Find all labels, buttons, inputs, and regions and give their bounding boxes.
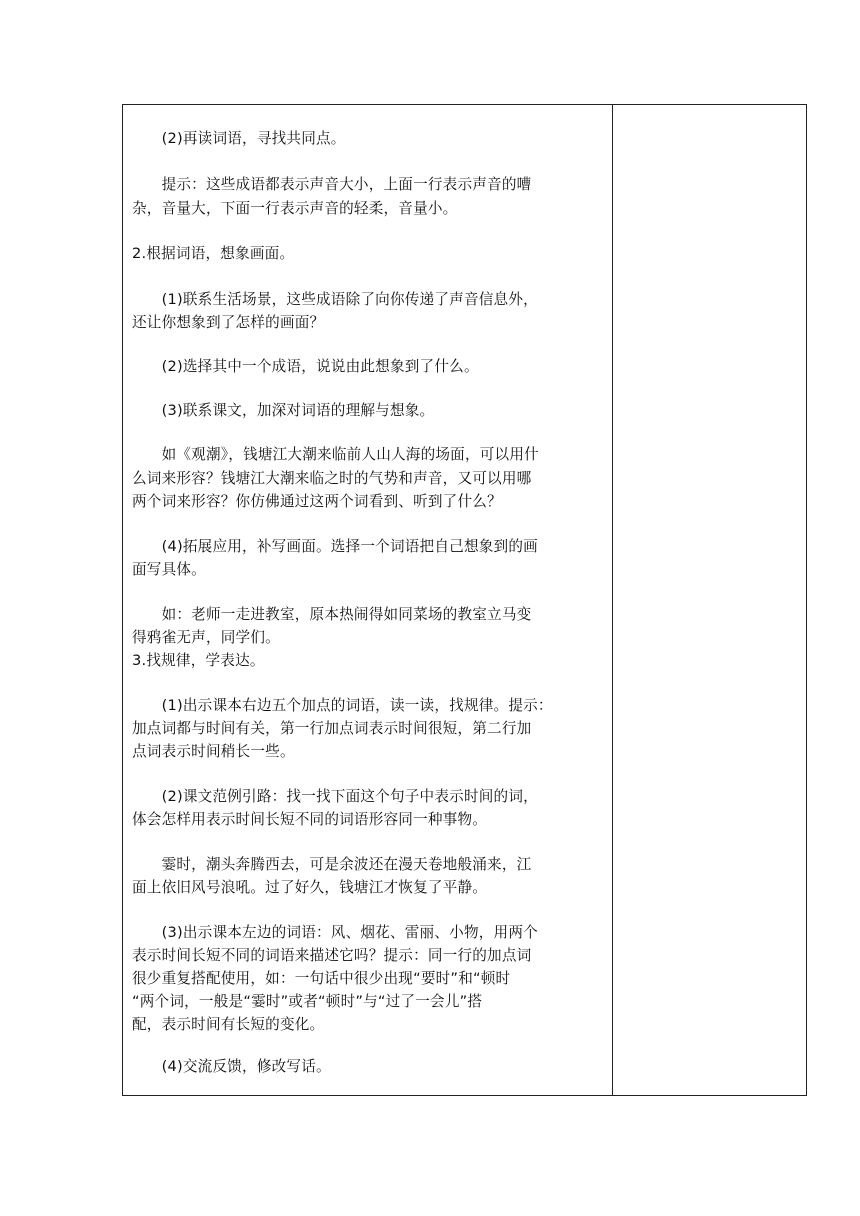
- text-line: 霎时，潮头奔腾西去，可是余波还在漫天卷地般涌来，江: [132, 856, 532, 873]
- text-line: (2)再读词语，寻找共同点。: [132, 130, 346, 147]
- text-line: 3.找规律，学表达。: [132, 652, 265, 669]
- text-line: 配，表示时间有长短的变化。: [132, 1016, 325, 1033]
- notes-cell: [613, 105, 806, 1095]
- text-line: 提示：这些成语都表示声音大小，上面一行表示声音的嘈: [132, 176, 532, 193]
- text-line: “两个词，一般是“霎时”或者“顿时”与“过了一会儿”搭: [132, 993, 483, 1010]
- text-line: 面上依旧风号浪吼。过了好久，钱塘江才恢复了平静。: [132, 879, 488, 896]
- text-line: (3)联系课文，加深对词语的理解与想象。: [132, 402, 435, 419]
- text-line: 如：老师一走进教室，原本热闹得如同菜场的教室立马变: [132, 606, 532, 623]
- content-cell: [123, 105, 612, 1095]
- text-line: 如《观潮》，钱塘江大潮来临前人山人海的场面，可以用什: [132, 446, 539, 463]
- text-line: 很少重复搭配使用，如：一句话中很少出现“要时”和“顿时: [132, 970, 511, 987]
- lesson-table: [122, 104, 807, 1096]
- text-line: (1)联系生活场景，这些成语除了向你传递了声音信息外，: [132, 291, 538, 308]
- text-line: (1)出示课本右边五个加点的词语，读一读，找规律。提示：: [132, 697, 553, 714]
- text-line: 表示时间长短不同的词语来描述它吗？提示：同一行的加点词: [132, 947, 532, 964]
- text-line: 还让你想象到了怎样的画面？: [132, 314, 325, 331]
- text-line: (4)拓展应用，补写画面。选择一个词语把自己想象到的画: [132, 538, 538, 555]
- text-line: 么词来形容？钱塘江大潮来临之时的气势和声音，又可以用哪: [132, 470, 532, 487]
- text-line: (2)课文范例引路：找一找下面这个句子中表示时间的词，: [132, 788, 538, 805]
- text-line: 点词表示时间稍长一些。: [132, 743, 295, 760]
- text-line: 得鸦雀无声，同学们。: [132, 629, 280, 646]
- text-line: 两个词来形容？你仿佛通过这两个词看到、听到了什么？: [132, 493, 502, 510]
- text-line: (3)出示课本左边的词语：风、烟花、雷丽、小物，用两个: [132, 924, 538, 941]
- text-line: (4)交流反馈，修改写话。: [132, 1058, 331, 1075]
- text-line: (2)选择其中一个成语，说说由此想象到了什么。: [132, 358, 479, 375]
- text-line: 体会怎样用表示时间长短不同的词语形容同一种事物。: [132, 811, 488, 828]
- text-line: 杂，音量大，下面一行表示声音的轻柔，音量小。: [132, 200, 458, 217]
- text-line: 2.根据词语，想象画面。: [132, 245, 295, 262]
- text-line: 面写具体。: [132, 561, 206, 578]
- text-line: 加点词都与时间有关，第一行加点词表示时间很短，第二行加: [132, 720, 532, 737]
